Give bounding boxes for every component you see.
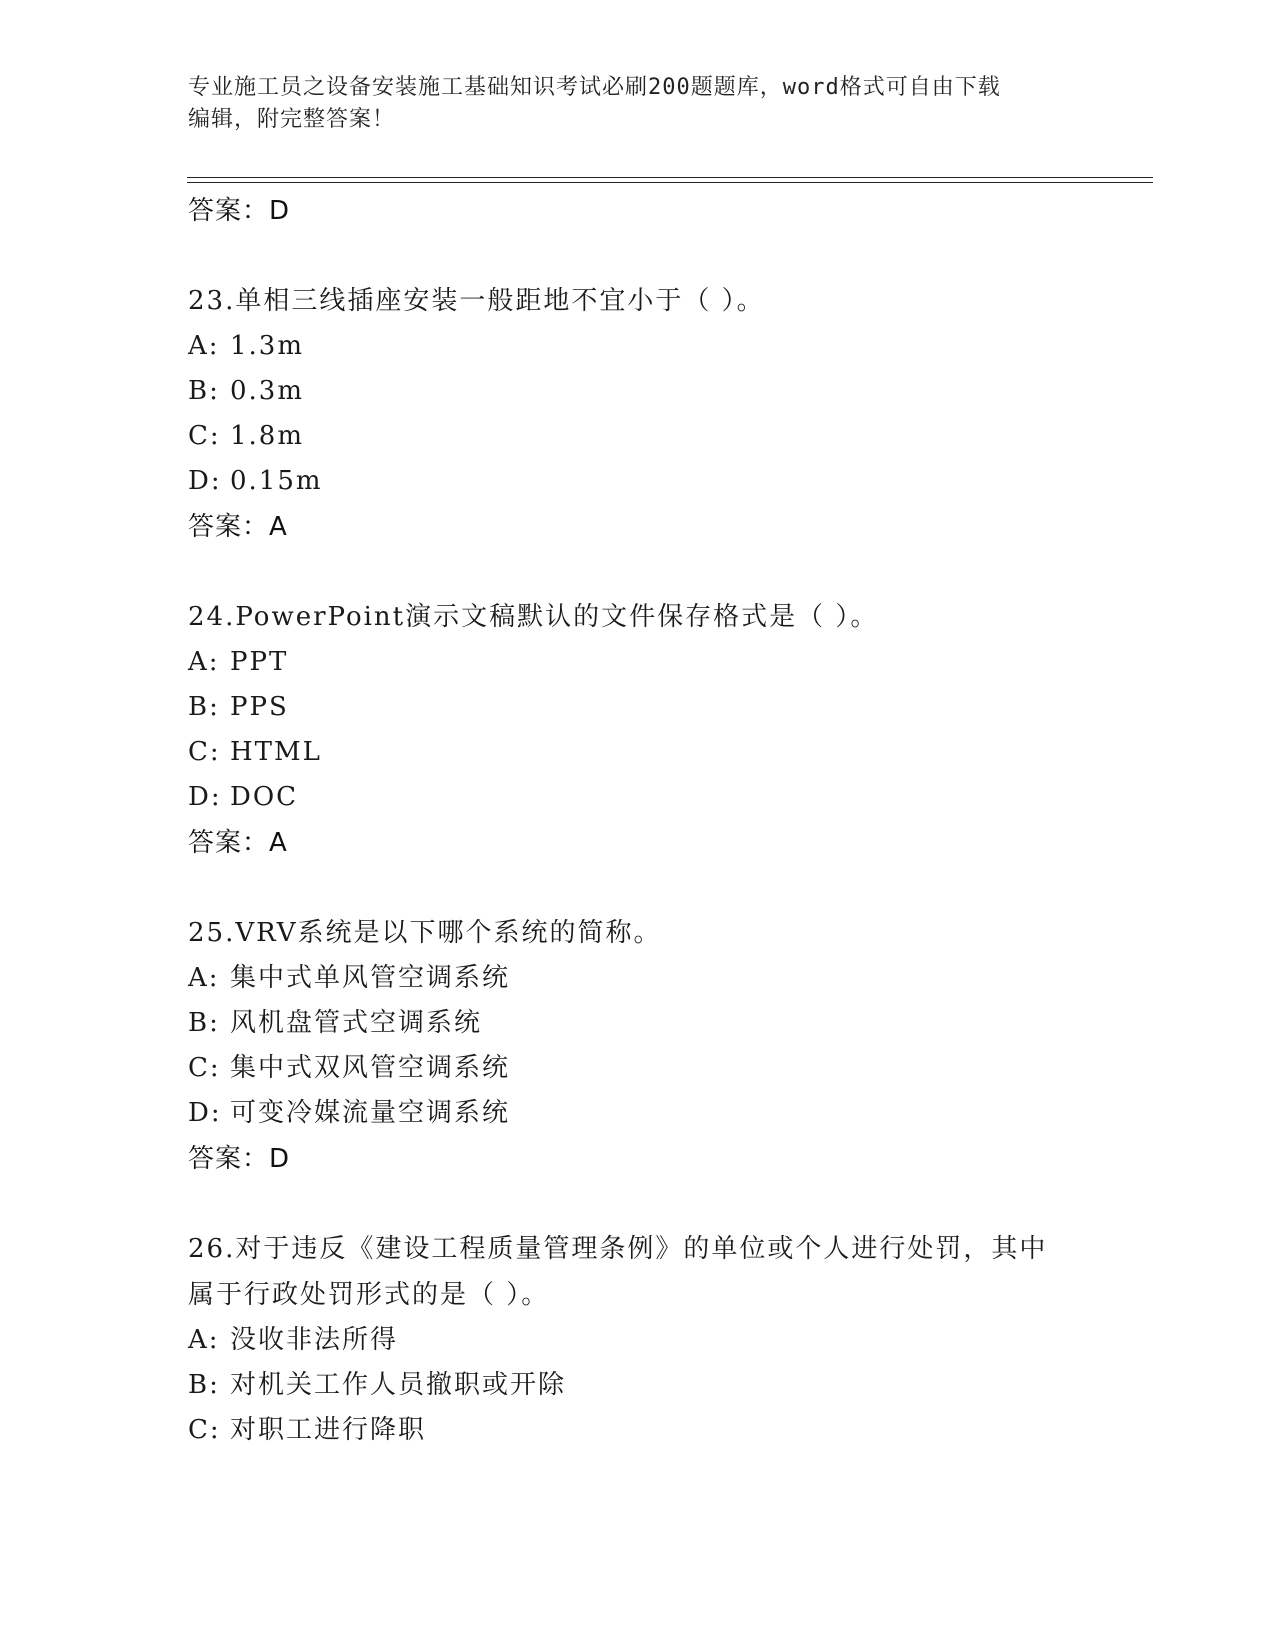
- option-text: 1.8m: [230, 421, 305, 451]
- option-a: [188, 324, 1148, 369]
- option-d: [188, 459, 1148, 504]
- answer-previous: [188, 188, 1148, 234]
- option-text: 0.15m: [230, 466, 323, 496]
- option-a: [188, 1318, 1148, 1363]
- option-c: [188, 1046, 1148, 1091]
- option-b: [188, 369, 1148, 414]
- header-divider-bottom: [187, 182, 1153, 183]
- header-title-line-1: 专业施工员之设备安装施工基础知识考试必刷200题题库，word格式可自由下载: [188, 75, 1001, 100]
- question-text: 24.PowerPoint演示文稿默认的文件保存格式是（ ）。: [188, 602, 879, 632]
- option-letter: D:: [188, 782, 222, 812]
- option-d: [188, 1091, 1148, 1136]
- option-b: [188, 1001, 1148, 1046]
- option-a: [188, 956, 1148, 1001]
- option-letter: C:: [188, 737, 221, 767]
- option-text: 0.3m: [230, 376, 305, 406]
- option-c: [188, 730, 1148, 775]
- option-letter: A:: [188, 331, 220, 361]
- question-26: [188, 1226, 1148, 1453]
- answer: [188, 504, 1148, 550]
- option-text: 1.3m: [230, 331, 305, 361]
- answer: [188, 820, 1148, 866]
- option-b: [188, 685, 1148, 730]
- answer-value: D: [269, 196, 291, 226]
- option-text: 风机盘管式空调系统: [230, 1008, 483, 1038]
- answer-value: A: [269, 512, 288, 542]
- option-b: [188, 1363, 1148, 1408]
- option-text: 对机关工作人员撤职或开除: [230, 1370, 567, 1400]
- answer-label: 答案：: [188, 1144, 270, 1174]
- option-text: PPT: [230, 647, 289, 677]
- option-letter: A:: [188, 1325, 220, 1355]
- question-text: 23.单相三线插座安装一般距地不宜小于（ ）。: [188, 286, 765, 316]
- header-title-line-2: 编辑，附完整答案！: [188, 107, 396, 132]
- option-text: PPS: [230, 692, 289, 722]
- question-text: 25.VRV系统是以下哪个系统的简称。: [188, 918, 662, 948]
- option-text: 没收非法所得: [230, 1325, 399, 1355]
- question-text-continued: 属于行政处罚形式的是（ ）。: [188, 1280, 550, 1310]
- question-25: [188, 910, 1148, 1182]
- question-24: [188, 594, 1148, 866]
- option-text: 可变冷媒流量空调系统: [230, 1098, 511, 1128]
- option-text: HTML: [230, 737, 322, 767]
- header-divider-top: [187, 177, 1153, 178]
- option-letter: B:: [188, 1370, 220, 1400]
- question-list: [188, 188, 1148, 1453]
- option-letter: B:: [188, 376, 220, 406]
- option-text: 集中式双风管空调系统: [230, 1053, 511, 1083]
- question-23: [188, 278, 1148, 550]
- question-text: 26.对于违反《建设工程质量管理条例》的单位或个人进行处罚，其中: [188, 1234, 1048, 1264]
- option-text: DOC: [230, 782, 299, 812]
- answer-value: A: [269, 828, 288, 858]
- option-text: 集中式单风管空调系统: [230, 963, 511, 993]
- document-header: [188, 72, 1088, 136]
- option-letter: A:: [188, 963, 220, 993]
- option-letter: D:: [188, 466, 222, 496]
- option-c: [188, 414, 1148, 459]
- option-letter: C:: [188, 1053, 221, 1083]
- option-c: [188, 1408, 1148, 1453]
- answer-label: 答案：: [188, 828, 270, 858]
- option-letter: C:: [188, 1415, 221, 1445]
- option-letter: D:: [188, 1098, 222, 1128]
- answer: [188, 1136, 1148, 1182]
- option-text: 对职工进行降职: [230, 1415, 427, 1445]
- option-letter: B:: [188, 1008, 220, 1038]
- answer-label: 答案：: [188, 512, 270, 542]
- option-letter: B:: [188, 692, 220, 722]
- answer-value: D: [269, 1144, 291, 1174]
- option-letter: C:: [188, 421, 221, 451]
- answer-label: 答案：: [188, 196, 270, 226]
- option-a: [188, 640, 1148, 685]
- option-d: [188, 775, 1148, 820]
- option-letter: A:: [188, 647, 220, 677]
